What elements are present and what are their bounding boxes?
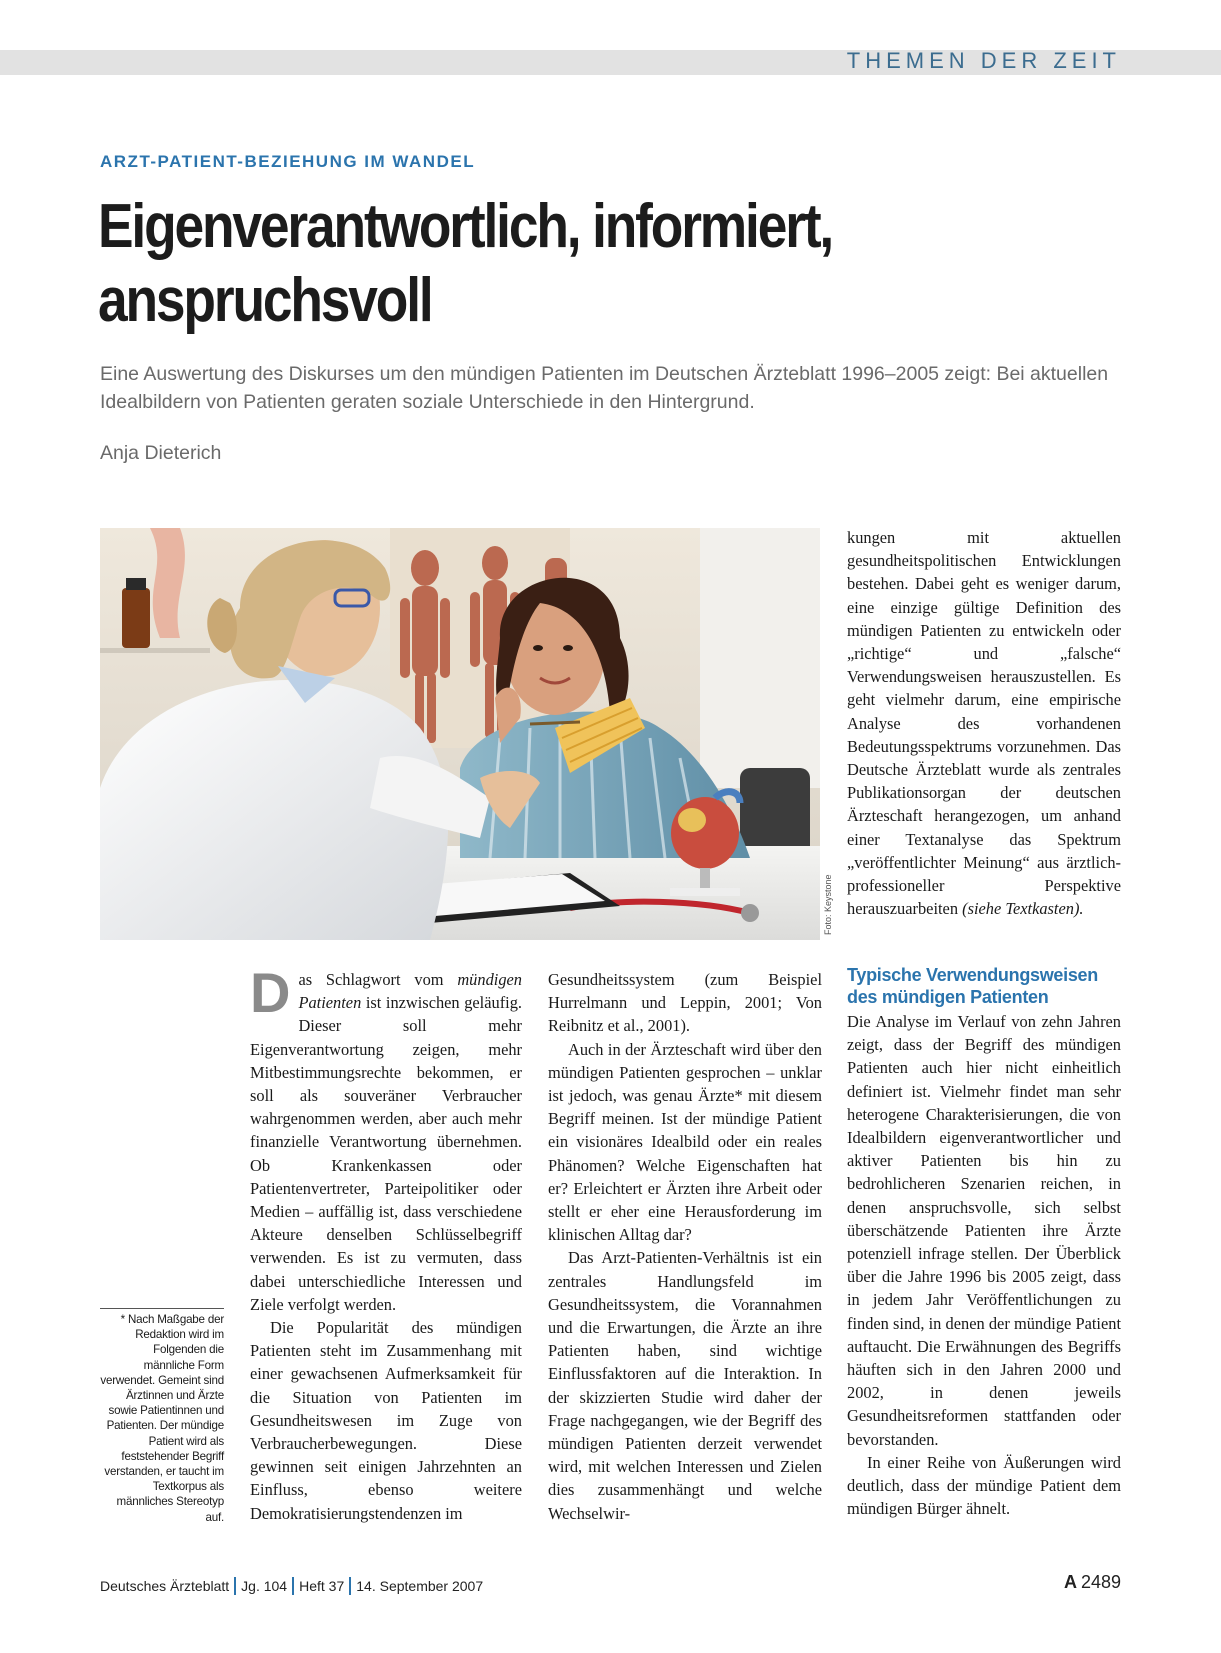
col3-paragraph-3: In einer Reihe von Äußerungen wird deutlich, dass der mündige Patient dem mündigen Bürger ähnelt.: [847, 1452, 1121, 1519]
col1-paragraph-1-rest: ist inzwischen geläufig. Dieser soll mehr Eigenverantwortung zeigen, mehr Mitbestimmungsrechte bekommen, er soll als souveräner Verbraucher wahrgenommen werden, aber auch mehr finanzielle Verantwortung übernehmen. Ob Krankenkassen oder Patientenvertreter, Parteipolitiker oder Medien – auffällig ist, dass verschiedene Akteure denselben Schlüsselbegriff verwenden. Es ist zu vermuten, dass dabei unterschiedliche Interessen und Ziele verfolgt werden.: [250, 993, 522, 1314]
footer-issue: Heft 37: [299, 1578, 345, 1594]
dropcap: D: [250, 961, 291, 1024]
col2-paragraph-3: Das Arzt-Patienten-Verhältnis ist ein zentrales Handlungsfeld im Gesundheitssystem, die Vorannahmen und die Erwartungen, die Ärzte an ihre Patienten haben, sind wichtige Einflussfaktoren auf die Interaktion. In der skizzierten Studie wird daher der Frage nachgegangen, wie der Begriff des mündigen Patienten derzeit verwendet wird, mit welchen Interessen und Zielen dies zusammenhängt und welche Wechselwir-: [548, 1248, 822, 1523]
section-subhead: Typische Verwendungsweisen des mündigen Patienten: [847, 965, 1098, 1007]
col3-emphasis: (siehe Textkasten).: [962, 899, 1084, 919]
body-column-2: [548, 968, 822, 1525]
col2-paragraph-2: Auch in der Ärzteschaft wird über den mündigen Patienten gesprochen – unklar ist jedoch, was genau Ärzte* mit diesem Begriff meinen. Ist der mündige Patient ein visionäres Idealbild oder ein reales Phänomen? Welche Eigenschaften hat er? Erleichtert er Ärzten ihre Arbeit oder stellt er eher eine Herausforderung im klinischen Alltag dar?: [548, 1039, 822, 1245]
footnote: * Nach Maßgabe der Redaktion wird im Folgenden die männliche Form verwendet. Gemeint sind Ärztinnen und Ärzte sowie Patientinnen und Patienten. Der mündige Patient wird als feststehender Begriff verstanden, er taucht im Textkorpus als männliches Stereotyp auf.: [100, 1313, 224, 1524]
col3-paragraph-1: kungen mit aktuellen gesundheitspolitischen Entwicklungen bestehen. Dabei geht es weniger darum, eine einzige gültige Definition des mündigen Patienten zu entwickeln oder „richtige“ und „falsche“ Verwendungsweisen herauszustellen. Es geht vielmehr darum, eine empirische Analyse des vorhandenen Bedeutungsspektrums vorzunehmen. Das Deutsche Ärzteblatt wurde als zentrales Publikationsorgan der deutschen Ärzteschaft herangezogen, um anhand einer Textanalyse das Spektrum „veröffentlichter Meinung“ aus ärztlich-professioneller Perspektive herauszuarbeiten: [847, 528, 1121, 919]
article-kicker: ARZT-PATIENT-BEZIEHUNG IM WANDEL: [100, 152, 476, 171]
footer-separator: [349, 1577, 351, 1595]
col2-paragraph-1: Gesundheitssystem (zum Beispiel Hurrelmann und Leppin, 2001; Von Reibnitz et al., 2001).: [548, 970, 822, 1036]
body-column-3-top: [847, 526, 1121, 920]
footer-date: 14. September 2007: [356, 1578, 484, 1594]
photo-credit: Foto: Keystone: [823, 874, 833, 935]
footer-separator: [292, 1577, 294, 1595]
doctor-patient-photo: [100, 528, 820, 940]
col1-paragraph-2: Die Popularität des mündigen Patienten steht im Zusammenhang mit einer gewachsenen Aufmerksamkeit für die Situation von Patienten im Gesundheitswesen im Zuge von Verbraucherbewegungen. Diese gewinnen seit einigen Jahrzehnten an Einfluss, ebenso weitere Demokratisierungstendenzen im: [250, 1318, 522, 1523]
section-label: THEMEN DER ZEIT: [846, 48, 1121, 73]
article-lede: Eine Auswertung des Diskurses um den mündigen Patienten im Deutschen Ärzteblatt 1996–2005 zeigt: Bei aktuellen Idealbildern von Patienten geraten soziale Unterschiede in den Hintergrund.: [100, 363, 1109, 413]
body-column-1: [250, 961, 522, 1525]
article-photo: [100, 528, 820, 940]
article-headline: Eigenverantwortlich, informiert, anspruchsvoll: [98, 192, 833, 335]
col3-paragraph-2: Die Analyse im Verlauf von zehn Jahren zeigt, dass der Begriff des mündigen Patienten auch hier nicht einheitlich definiert ist. Vielmehr findet man sehr heterogene Charakterisierungen, die von Idealbildern eigenverantwortlicher und aktiver Patienten bis hin zu bedrohlicheren Szenarien reichen, in denen anspruchsvolle, sich selbst überschätzende Patienten ihre Ärzte potenziell infrage stellen. Der Überblick über die Jahre 1996 bis 2005 zeigt, dass in jedem Jahr Veröffentlichungen zu finden sind, in denen der mündige Patient auftaucht. Die Erwähnungen des Begriffs häuften sich in den Jahren 2000 und 2002, in denen jeweils Gesundheitsreformen stattfanden oder bevorstanden.: [847, 1012, 1121, 1449]
col1-paragraph-1-start: as Schlagwort vom: [298, 970, 458, 989]
article-author: Anja Dieterich: [100, 442, 222, 464]
page-number-value: 2489: [1080, 1572, 1121, 1592]
footer-separator: [234, 1577, 236, 1595]
footer-journal: Deutsches Ärzteblatt: [100, 1578, 230, 1594]
page-prefix: A: [1063, 1572, 1077, 1592]
page-number: [1064, 1572, 1121, 1593]
col1-emphasis: mündigen Patienten: [298, 970, 522, 1013]
body-column-3-bottom: [847, 964, 1121, 1520]
page-footer: [100, 1577, 483, 1595]
footer-volume: Jg. 104: [241, 1578, 288, 1594]
footnote-rule: [100, 1308, 224, 1309]
